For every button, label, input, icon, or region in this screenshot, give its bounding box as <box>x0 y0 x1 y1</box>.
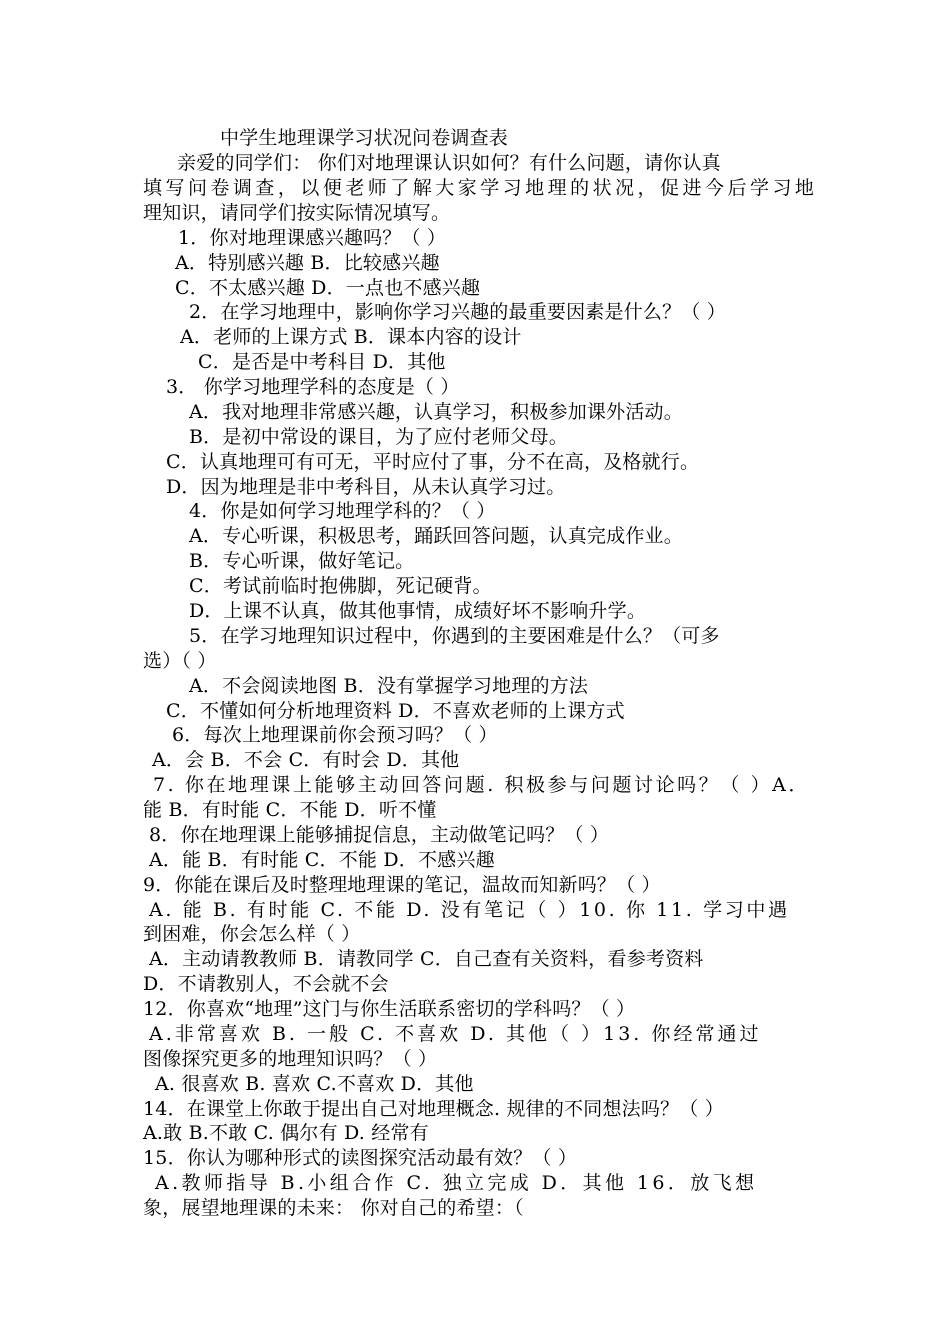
justified-text: 7. 你在地理课上能够主动回答问题. 积极参与问题讨论吗？（ ）A． <box>153 774 811 796</box>
question-11: 到困难，你会怎么样（ ） <box>143 923 361 945</box>
question-3-option: C．认真地理可有可无，平时应付了事，分不在高，及格就行。 <box>166 451 700 473</box>
question-12-options <box>149 1022 808 1046</box>
question-2: 2．在学习地理中，影响你学习兴趣的最重要因素是什么？（ ） <box>189 301 726 323</box>
question-1-options: C．不太感兴趣 D．一点也不感兴趣 <box>175 277 481 299</box>
question-6-options: A．会 B．不会 C．有时会 D．其他 <box>152 749 460 771</box>
question-2-options: A．老师的上课方式 B．课本内容的设计 <box>180 326 522 348</box>
question-5: 5．在学习地理知识过程中，你遇到的主要困难是什么？（可多 <box>189 625 720 647</box>
question-9: 9．你能在课后及时整理地理课的笔记，温故而知新吗？（ ） <box>143 874 661 896</box>
question-11-options: D．不请教别人，不会就不会 <box>143 973 389 995</box>
question-4: 4．你是如何学习地理学科的？（ ） <box>189 500 496 522</box>
question-4-option: C．考试前临时抱佛脚，死记硬背。 <box>189 575 492 597</box>
question-13: 图像探究更多的地理知识吗？（ ） <box>143 1048 438 1070</box>
question-4-option: B．专心听课，做好笔记。 <box>189 550 415 572</box>
question-15: 15．你认为哪种形式的读图探究活动最有效？（ ） <box>143 1147 578 1169</box>
question-5: 选）（ ） <box>143 650 217 672</box>
question-16: 象，展望地理课的未来： 你对自己的希望：（ <box>143 1197 524 1219</box>
question-2-options: C．是否是中考科目 D．其他 <box>198 351 446 373</box>
justified-text: A.非常喜欢 B. 一般 C. 不喜欢 D. 其他（ ）13. 你经常通过 <box>149 1023 762 1045</box>
question-14: 14．在课堂上你敢于提出自己对地理概念. 规律的不同想法吗？（ ） <box>143 1098 724 1120</box>
question-7-options: 能 B．有时能 C．不能 D．听不懂 <box>143 799 437 821</box>
question-7 <box>153 773 811 797</box>
question-15-options <box>155 1171 808 1195</box>
question-11-options: A．主动请教教师 B．请教同学 C．自己查有关资料，看参考资料 <box>149 948 704 970</box>
question-5-options: A．不会阅读地图 B．没有掌握学习地理的方法 <box>189 675 589 697</box>
intro-line <box>143 176 818 200</box>
intro-line: 理知识，请同学们按实际情况填写。 <box>143 202 451 224</box>
justified-text: A. 能 B. 有时能 C. 不能 D. 没有笔记（ ）10. 你 11. 学习中遇 <box>149 899 790 921</box>
question-8-options: A．能 B．有时能 C．不能 D．不感兴趣 <box>149 849 495 871</box>
question-6: 6．每次上地理课前你会预习吗？（ ） <box>172 724 498 746</box>
question-13-options: A. 很喜欢 B. 喜欢 C.不喜欢 D．其他 <box>155 1073 474 1095</box>
question-4-option: A．专心听课，积极思考，踊跃回答问题，认真完成作业。 <box>189 525 683 547</box>
question-12: 12．你喜欢“地理”这门与你生活联系密切的学科吗？（ ） <box>143 998 636 1020</box>
question-3-option: B．是初中常设的课目，为了应付老师父母。 <box>189 426 568 448</box>
question-4-option: D．上课不认真，做其他事情，成绩好坏不影响升学。 <box>189 600 647 622</box>
question-3-option: D．因为地理是非中考科目，从未认真学习过。 <box>166 476 566 498</box>
question-1: 1．你对地理课感兴趣吗？（ ） <box>178 227 447 249</box>
justified-text: A.教师指导 B.小组合作 C. 独立完成 D．其他 16．放飞想 <box>155 1172 758 1194</box>
question-1-options: A．特别感兴趣 B．比较感兴趣 <box>175 252 440 274</box>
question-3-option: A．我对地理非常感兴趣，认真学习，积极参加课外活动。 <box>189 401 683 423</box>
justified-text: 填写问卷调查，以便老师了解大家学习地理的状况，促进今后学习地 <box>143 177 818 199</box>
question-8: 8．你在地理课上能够捕捉信息，主动做笔记吗？（ ） <box>149 824 610 846</box>
question-14-options: A.敢 B.不敢 C. 偶尔有 D. 经常有 <box>143 1122 429 1144</box>
intro-line: 亲爱的同学们： 你们对地理课认识如何？有什么问题，请你认真 <box>177 152 721 174</box>
question-3: 3． 你学习地理学科的态度是（ ） <box>166 376 460 398</box>
question-9-options <box>149 898 808 922</box>
question-5-options: C．不懂如何分析地理资料 D．不喜欢老师的上课方式 <box>166 700 625 722</box>
document-title: 中学生地理课学习状况问卷调查表 <box>220 127 509 149</box>
